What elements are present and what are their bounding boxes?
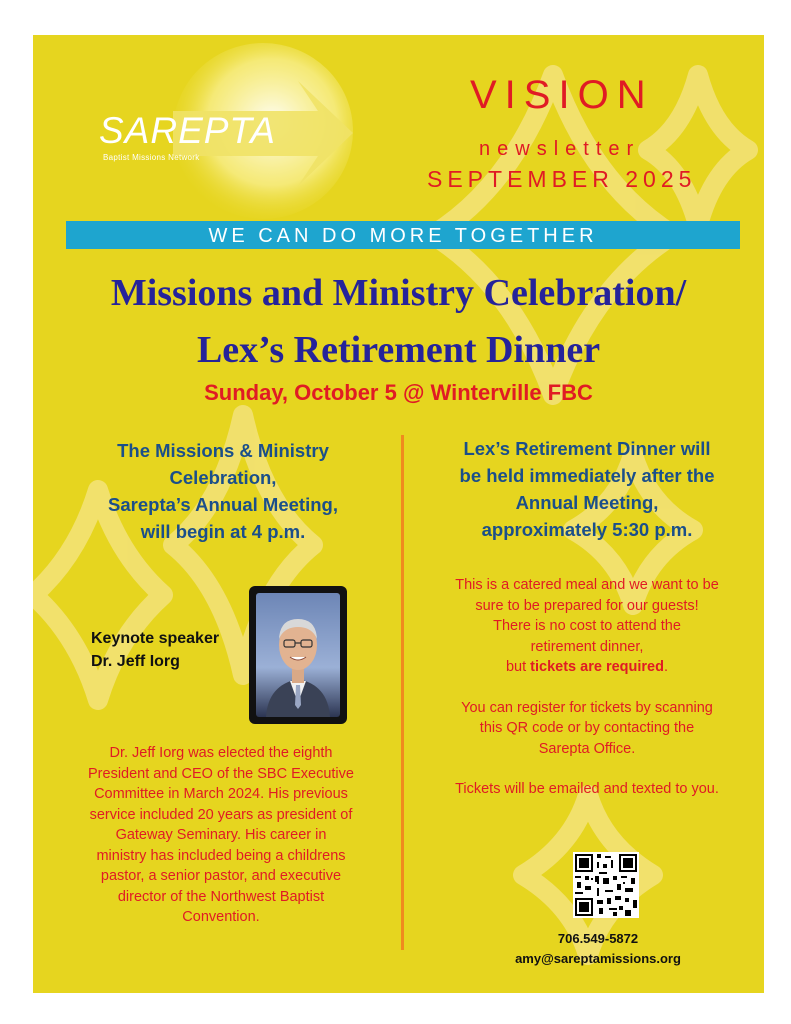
keynote-label: Keynote speaker [91, 630, 220, 647]
register-line: Sarepta Office. [538, 740, 636, 757]
bio-line: director of the Northwest Baptist [117, 888, 325, 905]
speaker-photo [249, 586, 347, 724]
bio-line: ministry has included being a childrens [96, 847, 346, 864]
headline-line-1: Missions and Ministry Celebration/ [110, 272, 687, 314]
tickets-required-line [428, 657, 746, 678]
dinner-heading-line: be held immediately after the [459, 465, 715, 486]
logo-subtitle: Baptist Missions Network [103, 153, 200, 162]
dinner-heading-line: approximately 5:30 p.m. [481, 519, 693, 540]
celebration-heading [73, 437, 373, 545]
register-line: this QR code or by contacting the [479, 720, 695, 736]
tickets-emailed-note: Tickets will be emailed and texted to you. [455, 781, 719, 797]
bio-line: service included 20 years as president of [89, 806, 353, 823]
keynote-speaker [91, 627, 219, 673]
bio-line: Gateway Seminary. His career in [115, 827, 327, 843]
bio-line: Convention. [182, 909, 260, 925]
contact-info [428, 929, 764, 969]
celebration-heading-line: will begin at 4 p.m. [140, 521, 306, 542]
dinner-heading-line: Lex’s Retirement Dinner will [463, 438, 711, 459]
column-divider [401, 435, 404, 950]
bio-line: Dr. Jeff Iorg was elected the eighth [109, 745, 333, 761]
tickets-required: tickets are required [530, 659, 664, 675]
contact-email[interactable]: amy@sareptamissions.org [515, 951, 681, 966]
dinner-heading [431, 435, 743, 543]
keynote-name: Dr. Jeff Iorg [91, 653, 180, 670]
tagline-banner: WE CAN DO MORE TOGETHER [66, 221, 740, 249]
tickets-prefix: but [505, 659, 531, 675]
contact-phone[interactable]: 706.549-5872 [557, 931, 639, 946]
dinner-heading-line: Annual Meeting, [515, 492, 659, 513]
bio-line: Committee in March 2024. His previous [94, 786, 348, 802]
bio-line: pastor, a senior pastor, and executive [100, 868, 342, 884]
meal-line: sure to be prepared for our guests! [475, 597, 699, 614]
register-line: You can register for tickets by scanning [461, 699, 713, 716]
vision-title: VISION [470, 73, 654, 117]
meal-line: This is a catered meal and we want to be [455, 577, 719, 593]
celebration-heading-line: Celebration, [169, 467, 277, 488]
newsletter-label: newsletter [479, 138, 641, 160]
newsletter-page [33, 35, 764, 993]
event-date-location: Sunday, October 5 @ Winterville FBC [204, 380, 593, 405]
meal-line: There is no cost to attend the [493, 618, 681, 634]
headline-line-2: Lex’s Retirement Dinner [196, 329, 601, 371]
logo-name: SAREPTA [99, 110, 276, 151]
dinner-details [428, 575, 746, 800]
qr-code[interactable] [573, 852, 639, 918]
speaker-bio [69, 743, 373, 928]
celebration-heading-line: The Missions & Ministry [117, 440, 329, 461]
bio-line: President and CEO of the SBC Executive [88, 765, 354, 782]
tickets-suffix: . [663, 659, 668, 675]
speaker-portrait [256, 593, 340, 717]
celebration-heading-line: Sarepta’s Annual Meeting, [108, 494, 338, 515]
meal-line: retirement dinner, [530, 638, 644, 655]
issue-month: SEPTEMBER 2025 [427, 166, 697, 192]
